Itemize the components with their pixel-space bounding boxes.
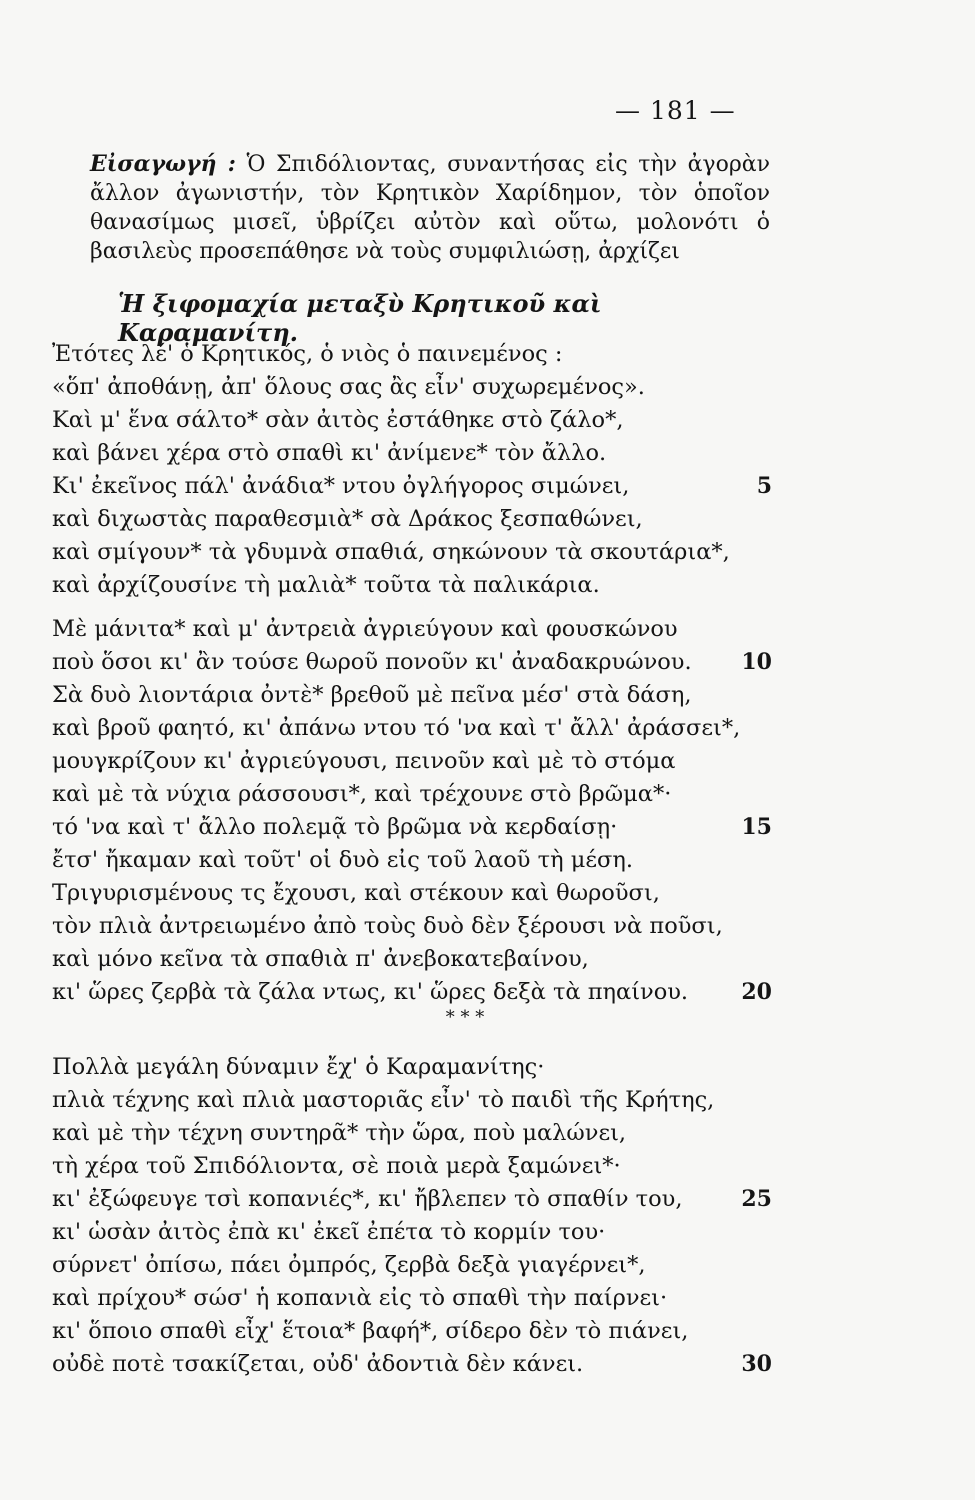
verse-text: καὶ διχωστὰς παραθεσμιὰ* σὰ Δράκος ξεσπαθώνει,	[52, 506, 643, 532]
introduction-label: Εἰσαγωγή :	[90, 151, 236, 177]
verse-line	[52, 877, 772, 910]
verse-line	[52, 844, 772, 877]
verse-text: καὶ μὲ τὴν τέχνη συντηρᾶ* τὴν ὥρα, ποὺ μαλώνει,	[52, 1120, 627, 1146]
verse-line	[52, 943, 772, 976]
verse-line	[52, 437, 772, 470]
verse-text: καὶ ἀρχίζουσίνε τὴ μαλιὰ* τοῦτα τὰ παλικάρια.	[52, 572, 600, 598]
verse-text: κι' ἐξώφευγε τσὶ κοπανιές*, κι' ἤβλεπεν τὸ σπαθίν του,	[52, 1186, 683, 1212]
verse-line	[52, 569, 772, 602]
verse-line	[52, 646, 772, 679]
verse-line	[52, 1051, 772, 1084]
verse-text: «ὅπ' ἀποθάνῃ, ἀπ' ὅλους σας ἂς εἶν' συχωρεμένος».	[52, 374, 645, 400]
verse-line	[52, 811, 772, 844]
verse-text: Πολλὰ μεγάλη δύναμιν ἔχ' ὁ Καραμανίτης·	[52, 1054, 545, 1080]
verse-text: τό 'να καὶ τ' ἄλλο πολεμᾷ τὸ βρῶμα νὰ κερδαίσῃ·	[52, 814, 618, 840]
verse-text: Καὶ μ' ἕνα σάλτο* σὰν ἀιτὸς ἐστάθηκε στὸ ζάλο*,	[52, 407, 624, 433]
verse-line	[52, 1150, 772, 1183]
verse-text: καὶ μὲ τὰ νύχια ράσσουσι*, καὶ τρέχουνε στὸ βρῶμα*·	[52, 781, 672, 807]
verse-text: πλιὰ τέχνης καὶ πλιὰ μαστοριᾶς εἶν' τὸ παιδὶ τῆς Κρήτης,	[52, 1087, 715, 1113]
verse-text: Κι' ἐκεῖνος πάλ' ἀνάδια* ντου ὀγλήγορος σιμώνει,	[52, 473, 630, 499]
verse-line	[52, 404, 772, 437]
verse-line	[52, 1282, 772, 1315]
verse-line	[52, 1117, 772, 1150]
line-number: 15	[741, 814, 772, 840]
verse-text: Τριγυρισμένους τς ἔχουσι, καὶ στέκουν καὶ θωροῦσι,	[52, 880, 660, 906]
verse-line	[52, 1315, 772, 1348]
verse-text: καὶ βάνει χέρα στὸ σπαθὶ κι' ἀνίμενε* τὸν ἄλλο.	[52, 440, 607, 466]
verse-line	[52, 1216, 772, 1249]
verse-text: ἔτσ' ἤκαμαν καὶ τοῦτ' οἱ δυὸ εἰς τοῦ λαοῦ τὴ μέση.	[52, 847, 633, 873]
line-number: 5	[756, 473, 772, 499]
stanza-1	[52, 338, 772, 602]
verse-line	[52, 470, 772, 503]
verse-line	[52, 371, 772, 404]
line-number: 10	[741, 649, 772, 675]
line-number: 20	[741, 979, 772, 1005]
verse-line	[52, 778, 772, 811]
verse-line	[52, 536, 772, 569]
section-separator: * * *	[445, 1007, 485, 1028]
line-number: 25	[741, 1186, 772, 1212]
verse-line	[52, 745, 772, 778]
verse-line	[52, 1084, 772, 1117]
stanza-2	[52, 613, 772, 1009]
verse-text: ποὺ ὅσοι κι' ἂν τούσε θωροῦ πονοῦν κι' ἀναδακρυώνου.	[52, 649, 692, 675]
verse-line	[52, 338, 772, 371]
introduction	[90, 150, 770, 266]
verse-text: Σὰ δυὸ λιοντάρια ὀντὲ* βρεθοῦ μὲ πεῖνα μέσ' στὰ δάση,	[52, 682, 692, 708]
verse-text: κι' ὡσὰν ἀιτὸς ἐπὰ κι' ἐκεῖ ἐπέτα τὸ κορμίν του·	[52, 1219, 606, 1245]
stanza-3	[52, 1051, 772, 1381]
verse-line	[52, 1348, 772, 1381]
verse-text: κι' ὥρες ζερβὰ τὰ ζάλα ντως, κι' ὥρες δεξὰ τὰ πηαίνου.	[52, 979, 689, 1005]
introduction-text	[90, 150, 770, 266]
verse-text: καὶ βροῦ φαητό, κι' ἀπάνω ντου τό 'να καὶ τ' ἄλλ' ἀράσσει*,	[52, 715, 741, 741]
verse-line	[52, 679, 772, 712]
introduction-body: Ὁ Σπιδόλιοντας, συναντήσας εἰς τὴν ἀγορὰν ἄλλον ἀγωνιστήν, τὸν Κρητικὸν Χαρίδημον, τὸν ὁποῖον θανασίμως μισεῖ, ὑβρίζει αὐτὸν καὶ οὕτω, μολονότι ὁ βασιλεὺς προσεπάθησε νὰ τοὺς συμφιλιώσῃ, ἀρχίζει	[90, 152, 770, 264]
verse-line	[52, 1249, 772, 1282]
page-number: — 181 —	[615, 96, 736, 125]
line-number: 30	[741, 1351, 772, 1377]
verse-text: τὴ χέρα τοῦ Σπιδόλιοντα, σὲ ποιὰ μερὰ ξαμώνει*·	[52, 1153, 621, 1179]
verse-text: Μὲ μάνιτα* καὶ μ' ἀντρειὰ ἀγριεύγουν καὶ φουσκώνου	[52, 616, 678, 642]
verse-line	[52, 976, 772, 1009]
verse-text: τὸν πλιὰ ἀντρειωμένο ἀπὸ τοὺς δυὸ δὲν ξέρουσι νὰ ποῦσι,	[52, 913, 723, 939]
verse-text: καὶ σμίγουν* τὰ γδυμνὰ σπαθιά, σηκώνουν τὰ σκουτάρια*,	[52, 539, 730, 565]
verse-text: Ἐτότες λέ' ὁ Κρητικός, ὁ νιὸς ὁ παινεμένος :	[52, 341, 563, 367]
verse-text: μουγκρίζουν κι' ἀγριεύγουσι, πεινοῦν καὶ μὲ τὸ στόμα	[52, 748, 676, 774]
poem-title: Ἡ ξιφομαχία μεταξὺ Κρητικοῦ καὶ Καραμανίτη.	[118, 289, 602, 347]
verse-text: οὐδὲ ποτὲ τσακίζεται, οὐδ' ἀδοντιὰ δὲν κάνει.	[52, 1351, 584, 1377]
verse-text: καὶ μόνο κεῖνα τὰ σπαθιὰ π' ἀνεβοκατεβαίνου,	[52, 946, 589, 972]
verse-line	[52, 1183, 772, 1216]
verse-text: κι' ὅποιο σπαθὶ εἶχ' ἕτοια* βαφή*, σίδερο δὲν τὸ πιάνει,	[52, 1318, 689, 1344]
verse-line	[52, 712, 772, 745]
verse-line	[52, 613, 772, 646]
verse-line	[52, 503, 772, 536]
verse-line	[52, 910, 772, 943]
verse-text: καὶ πρίχου* σώσ' ἡ κοπανιὰ εἰς τὸ σπαθὶ τὴν παίρνει·	[52, 1285, 668, 1311]
verse-text: σύρνετ' ὀπίσω, πάει ὀμπρός, ζερβὰ δεξὰ γιαγέρνει*,	[52, 1252, 646, 1278]
